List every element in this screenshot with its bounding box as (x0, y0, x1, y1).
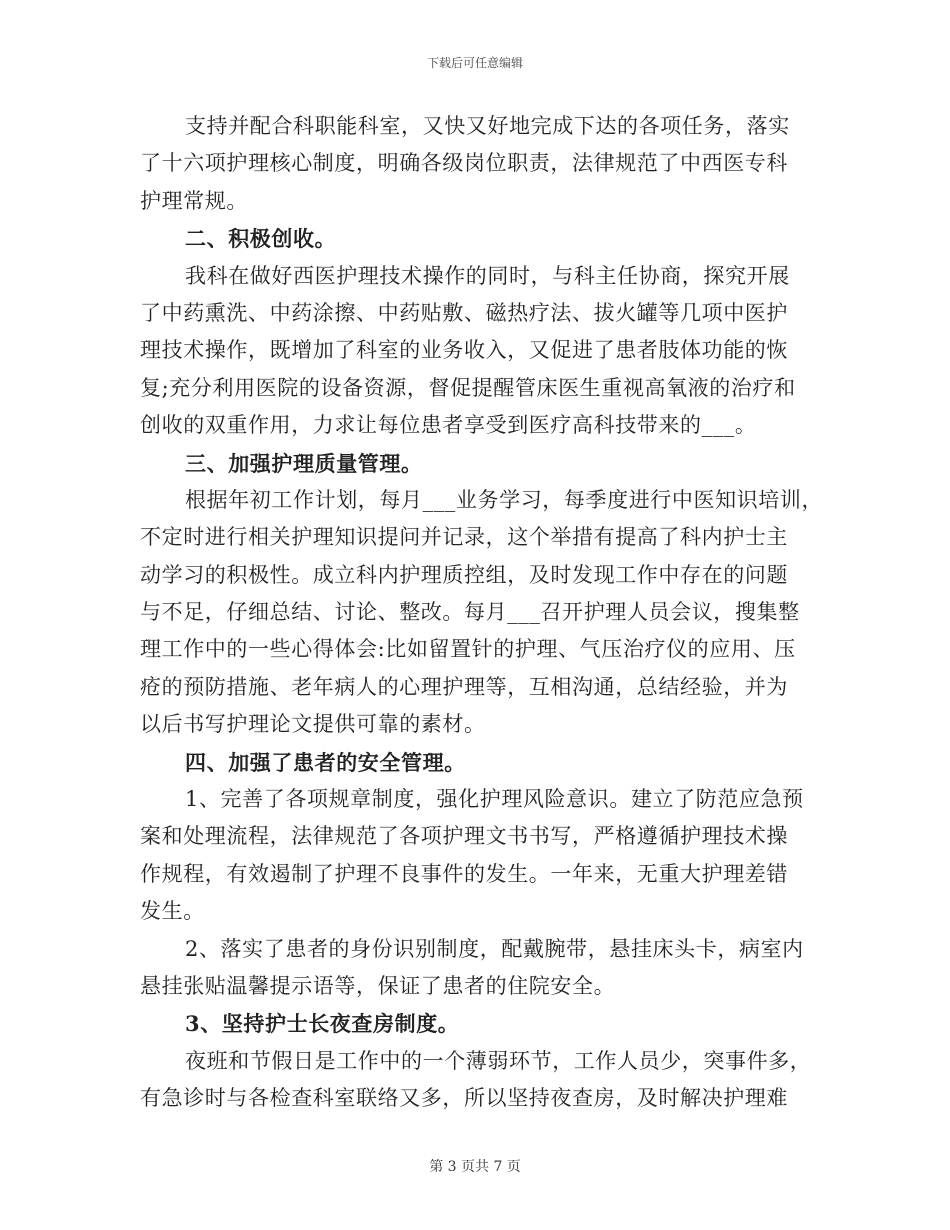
paragraph-line: 作规程，有效遏制了护理不良事件的发生。一年来，无重大护理差错 (140, 861, 788, 886)
paragraph-line: 以后书写护理论文提供可靠的素材。 (140, 712, 486, 737)
page-header: 下载后可任意编辑 (426, 56, 523, 70)
paragraph-line: 支持并配合科职能科室，又快又好地完成下达的各项任务，落实 (185, 114, 790, 138)
paragraph-line: 2、落实了患者的身份识别制度，配戴腕带，悬挂床头卡，病室内 (185, 936, 804, 961)
section-heading: 二、积极创收。 (185, 226, 337, 252)
paragraph-line: 与不足，仔细总结、讨论、整改。每月___召开护理人员会议，搜集整 (140, 600, 800, 625)
page-footer: 第 3 页共 7 页 (429, 1159, 521, 1175)
section-heading: 四、加强了患者的安全管理。 (185, 749, 466, 775)
paragraph-line: 了中药熏洗、中药涂擦、中药贴敷、磁热疗法、拔火罐等几项中医护 (140, 300, 788, 325)
paragraph-line: 1、完善了各项规章制度，强化护理风险意识。建立了防范应急预 (185, 787, 804, 812)
paragraph-line: 悬挂张贴温馨提示语等，保证了患者的住院安全。 (140, 973, 616, 998)
paragraph-line: 夜班和节假日是工作中的一个薄弱环节，工作人员少，突事件多， (185, 1048, 812, 1073)
paragraph-line: 动学习的积极性。成立科内护理质控组，及时发现工作中存在的问题 (140, 562, 788, 587)
paragraph-line: 不定时进行相关护理知识提问并记录，这个举措有提高了科内护士主 (140, 525, 788, 550)
paragraph-line: 创收的双重作用，力求让每位患者享受到医疗高科技带来的___。 (140, 413, 757, 438)
paragraph-line: 了十六项护理核心制度，明确各级岗位职责，法律规范了中西医专科 (140, 151, 788, 176)
section-heading: 三、加强护理质量管理。 (185, 450, 423, 476)
section-heading: 3、坚持护士长夜查房制度。 (185, 1011, 460, 1037)
paragraph-line: 我科在做好西医护理技术操作的同时，与科主任协商，探究开展 (185, 263, 790, 288)
paragraph-line: 根据年初工作计划，每月___业务学习，每季度进行中医知识培训， (185, 487, 824, 512)
paragraph-line: 案和处理流程，法律规范了各项护理文书书写，严格遵循护理技术操 (140, 824, 788, 849)
paragraph-line: 发生。 (140, 899, 205, 924)
paragraph-line: 护理常规。 (140, 188, 248, 213)
paragraph-line: 理技术操作，既增加了科室的业务收入，又促进了患者肢体功能的恢 (140, 338, 788, 363)
document-body (140, 108, 830, 1118)
paragraph-line: 理工作中的一些心得体会:比如留置针的护理、气压治疗仪的应用、压 (140, 637, 796, 662)
paragraph-line: 复;充分利用医院的设备资源，督促提醒管床医生重视高氧液的治疗和 (140, 375, 796, 400)
paragraph-line: 疮的预防措施、老年病人的心理护理等，互相沟通，总结经验，并为 (140, 674, 788, 699)
paragraph-line: 有急诊时与各检查科室联络又多，所以坚持夜查房，及时解决护理难 (140, 1086, 788, 1111)
